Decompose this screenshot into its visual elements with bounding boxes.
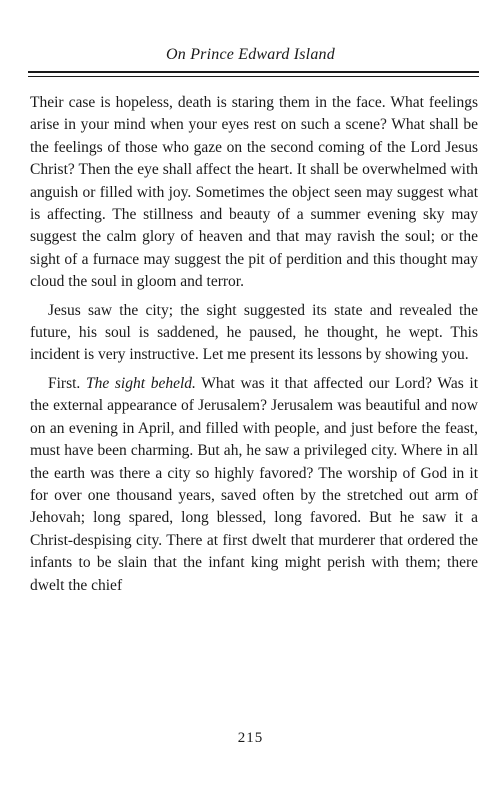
paragraph-3-heading: The sight beheld. <box>85 374 196 392</box>
running-title: On Prince Edward Island <box>166 46 335 63</box>
paragraph-3 <box>30 373 478 597</box>
paragraph-3-lead: First. <box>48 374 81 392</box>
paragraph-3-rest: What was it that affected our Lord? Was it the external appearance of Jerusalem? Jerusalem was beautiful and now on an evening in April, and filled with people, and just before the feast, must have been charming. But ah, he saw a privileged city. Where in all the earth was there a city so highly favored? The worship of God in it for over one thousand years, saved often by the stretched out arm of Jehovah; long spared, long blessed, long favored. But he saw it a Christ-despising city. There at first dwelt that murderer that ordered the infants to be slain that the infant king might perish with them; there dwelt the chief <box>30 374 479 594</box>
paragraph-1: Their case is hopeless, death is staring them in the face. What feelings arise in your mind when your eyes rest on such a scene? What shall be the feelings of those who gaze on the second coming of the Lord Jesus Christ? Then the eye shall affect the heart. It shall be overwhelmed with anguish or filled with joy. Sometimes the object seen may suggest what is affecting. The stillness and beauty of a summer evening sky may suggest the calm glory of heaven and that may ravish the soul; or the sight of a furnace may suggest the pit of perdition and this thought may cloud the soul in gloom and terror. <box>30 94 478 291</box>
page-number: 215 <box>237 730 264 746</box>
paragraph-2: Jesus saw the city; the sight suggested its state and revealed the future, his soul is saddened, he paused, he thought, he wept. This incident is very instructive. Let me present its lessons by showing you. <box>30 301 478 364</box>
header-rule-thin <box>28 76 479 77</box>
header-rule-thick <box>28 71 479 73</box>
body-text <box>30 92 478 603</box>
